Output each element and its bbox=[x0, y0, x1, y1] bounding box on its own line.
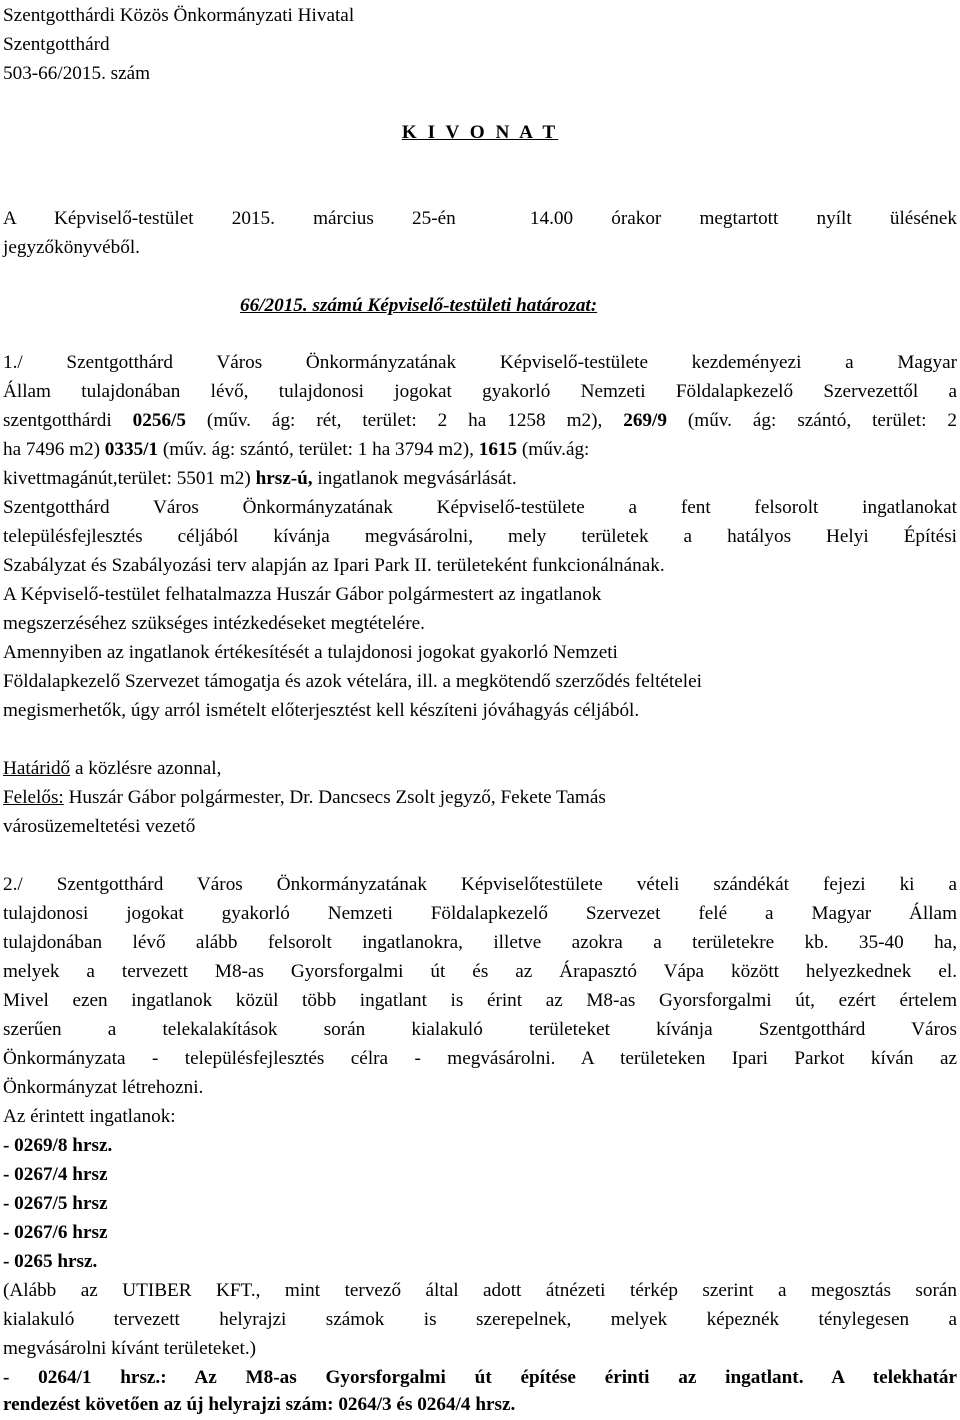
resolution-heading bbox=[240, 292, 597, 320]
document-number: 503-66/2015. szám bbox=[3, 63, 151, 84]
intro-line-1: A Képviselő-testület 2015. március 25-én 14.00 órakor megtartott nyílt ülésének bbox=[3, 208, 958, 229]
deadline-line: Határidő a közlésre azonnal, bbox=[3, 758, 222, 779]
section2-line: melyek a tervezett M8-as Gyorsforgalmi út és az Árapasztó Vápa között helyezkednek el. bbox=[3, 961, 957, 982]
parcel-number: 1615 bbox=[478, 439, 518, 460]
city-name: Szentgotthárd bbox=[3, 34, 110, 55]
section2-line: tulajdonosi jogokat gyakorló Nemzeti Földalapkezelő Szervezet felé a Magyar Állam bbox=[3, 903, 957, 924]
section1-line: Földalapkezelő Szervezet támogatja és azok vételára, ill. a megkötendő szerződés feltételei bbox=[3, 671, 702, 692]
last-parcel-line: - 0264/1 hrsz.: Az M8-as Gyorsforgalmi út építése érinti az ingatlant. A telekhatár bbox=[3, 1367, 957, 1388]
parcel-list-item: - 0267/4 hrsz bbox=[3, 1164, 108, 1185]
parcel-list-item: - 0269/8 hrsz. bbox=[3, 1135, 113, 1156]
section2-line: Mivel ezen ingatlanok közül több ingatlant is érint az M8-as Gyorsforgalmi út, ezért értelem bbox=[3, 990, 957, 1011]
section2-line: szerűen a telekalakítások során kialakuló területeket kívánja Szentgotthárd Város bbox=[3, 1019, 957, 1040]
section1-line: Szentgotthárd Város Önkormányzatának Képviselő-testülete a fent felsorolt ingatlanokat bbox=[3, 497, 957, 518]
resolution-number: 66/2015. bbox=[240, 295, 308, 316]
parcel-number: 0335/1 bbox=[104, 439, 159, 460]
last-parcel-line: rendezést követően az új helyrajzi szám: 0264/3 és 0264/4 hrsz. bbox=[3, 1394, 516, 1415]
parcel-list-item: - 0265 hrsz. bbox=[3, 1251, 98, 1272]
section1-line: A Képviselő-testület felhatalmazza Huszár Gábor polgármestert az ingatlanok bbox=[3, 584, 602, 605]
section1-line: szentgotthárdi 0256/5 (műv. ág: rét, terület: 2 ha 1258 m2), 269/9 (műv. ág: szántó, terület: 2 bbox=[3, 410, 957, 431]
section2-line: 2./ Szentgotthárd Város Önkormányzatának Képviselőtestülete vételi szándékát fejezi ki a bbox=[3, 874, 957, 895]
parcel-list-item: - 0267/5 hrsz bbox=[3, 1193, 108, 1214]
responsible-line-2: városüzemeltetési vezető bbox=[3, 816, 196, 837]
office-name: Szentgotthárdi Közös Önkormányzati Hivatal bbox=[3, 5, 355, 26]
section1-line: ha 7496 m2) 0335/1 (műv. ág: szántó, terület: 1 ha 3794 m2), 1615 (műv.ág: bbox=[3, 439, 590, 460]
note-line: (Alább az UTIBER KFT., mint tervező által adott átnézeti térkép szerint a megosztás során bbox=[3, 1280, 957, 1301]
affected-label: Az érintett ingatlanok: bbox=[3, 1106, 176, 1127]
note-line: kialakuló tervezett helyrajzi számok is szerepelnek, melyek képeznék ténylegesen a bbox=[3, 1309, 957, 1330]
deadline-label: Határidő bbox=[3, 758, 71, 779]
parcel-number: 269/9 bbox=[623, 410, 667, 431]
section1-line: Amennyiben az ingatlanok értékesítését a tulajdonosi jogokat gyakorló Nemzeti bbox=[3, 642, 618, 663]
section1-line: megszerzéséhez szükséges intézkedéseket megtételére. bbox=[3, 613, 425, 634]
responsible-line: Felelős: Huszár Gábor polgármester, Dr. Dancsecs Zsolt jegyző, Fekete Tamás bbox=[3, 787, 606, 808]
parcel-number: 0256/5 bbox=[132, 410, 186, 431]
section1-line: Szabályzat és Szabályozási terv alapján az Ipari Park II. területeként funkcionálnának. bbox=[3, 555, 665, 576]
responsible-label: Felelős: bbox=[3, 787, 64, 808]
parcel-list-item: - 0267/6 hrsz bbox=[3, 1222, 108, 1243]
intro-line-2: jegyzőkönyvéből. bbox=[3, 237, 140, 258]
section1-line: településfejlesztés céljából kívánja megvásárolni, mely területek a hatályos Helyi Építési bbox=[3, 526, 957, 547]
section1-line: kivettmagánút,terület: 5501 m2) hrsz-ú, ingatlanok megvásárlását. bbox=[3, 468, 517, 489]
section2-line: Önkormányzata - településfejlesztés célra - megvásárolni. A területeken Ipari Parkot kíván az bbox=[3, 1048, 957, 1069]
section2-line: tulajdonában lévő alább felsorolt ingatlanokra, illetve azokra a területekre kb. 35-40 ha, bbox=[3, 932, 957, 953]
document-title: K I V O N A T bbox=[401, 122, 559, 143]
section1-line: Állam tulajdonában lévő, tulajdonosi jogokat gyakorló Nemzeti Földalapkezelő Szervezettől a bbox=[3, 381, 957, 402]
note-line: megvásárolni kívánt területeket.) bbox=[3, 1338, 257, 1359]
section2-line: Önkormányzat létrehozni. bbox=[3, 1077, 204, 1098]
section1-line: 1./ Szentgotthárd Város Önkormányzatának Képviselő-testülete kezdeményezi a Magyar bbox=[3, 352, 957, 373]
section1-line: megismerhetők, úgy arról ismételt előterjesztést kell készíteni jóváhagyás céljából. bbox=[3, 700, 640, 721]
resolution-label: számú Képviselő-testületi határozat: bbox=[312, 295, 598, 316]
